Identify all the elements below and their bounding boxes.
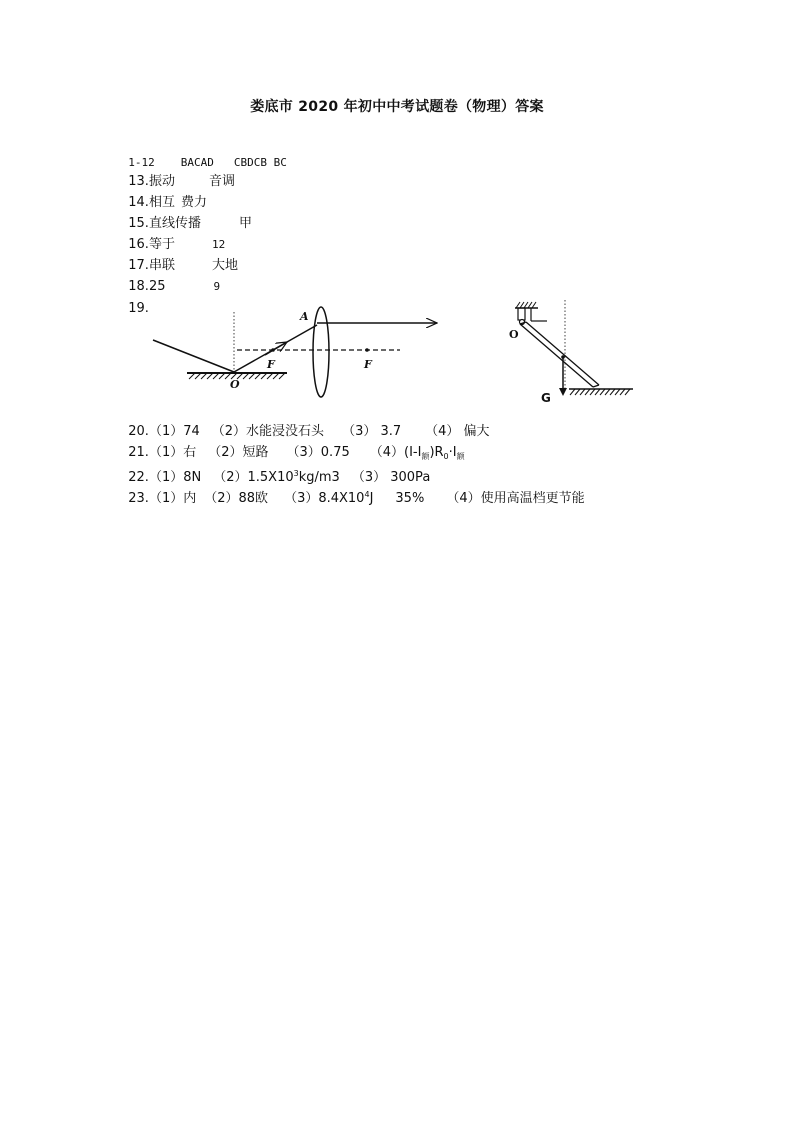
answer-part-1: 25 (148, 279, 166, 294)
answer-part-4: （4） 偏大 (425, 424, 490, 439)
lever-diagram (505, 296, 640, 406)
label-o: O (230, 378, 240, 391)
formula-subscript: 额 (456, 452, 465, 461)
answer-part-3: （3） 3.7 (342, 424, 402, 439)
answer-choices-6-12: CBDCB BC (233, 156, 287, 169)
answer-part-2: 12 (211, 238, 226, 251)
question-number: 1-12 (128, 156, 155, 169)
answer-choices-1-5: BACAD (180, 156, 214, 169)
answer-part-2: 音调 (208, 174, 235, 189)
formula-subscript: 额 (421, 452, 430, 461)
formula-text: （3）8.4X10 (284, 491, 365, 506)
answer-part-1: （1）右 (148, 445, 197, 460)
question-number: 15. (128, 216, 149, 231)
answer-part-3b: 35% (395, 491, 425, 506)
answer-part-2: （2）短路 (208, 445, 269, 460)
formula-text: kg/m3 (298, 470, 340, 485)
label-f-left: F (267, 358, 275, 371)
question-number: 22. (128, 470, 149, 485)
answer-row-23 (120, 468, 585, 508)
question-number: 18. (128, 279, 149, 294)
answer-part-3: （3）0.75 (286, 445, 350, 460)
answer-part-1: 串联 (148, 258, 175, 273)
formula-text: （4）(I-I (369, 445, 422, 460)
answer-part-2: 大地 (211, 258, 238, 273)
label-g: G (541, 391, 551, 405)
lever-rod (520, 324, 593, 387)
question-number: 13. (128, 174, 149, 189)
answer-part-2: 费力 (180, 195, 207, 210)
answer-part-2: 9 (213, 280, 221, 293)
question-number: 23. (128, 491, 149, 506)
convex-lens (313, 307, 329, 397)
question-number: 21. (128, 445, 149, 460)
answer-part-1: 相互 (148, 195, 175, 210)
document-title: 娄底市 2020 年初中中考试题卷（物理）答案 (250, 99, 544, 115)
incident-ray (153, 340, 234, 372)
answer-part-1: 直线传播 (148, 216, 201, 231)
ceiling-support (515, 302, 547, 321)
answer-part-3 (284, 491, 373, 506)
answer-part-1: （1）74 (148, 424, 200, 439)
label-f-right: F (364, 358, 372, 371)
formula-text: )R (429, 445, 444, 460)
question-number: 19. (128, 301, 149, 316)
answer-part-1: 等于 (148, 237, 175, 252)
answer-part-4: （4）使用高温档更节能 (446, 491, 585, 506)
answer-part-3: （3） 300Pa (351, 470, 431, 485)
optics-diagram (145, 300, 455, 402)
ground-surface (569, 389, 633, 395)
formula-text: J (369, 491, 374, 506)
question-number: 16. (128, 237, 149, 252)
formula-subscript: 0 (443, 452, 449, 461)
answer-part-1: 振动 (148, 174, 175, 189)
formula-superscript: 4 (364, 490, 370, 499)
question-number: 17. (128, 258, 149, 273)
answer-part-2: （2）88欧 (204, 491, 269, 506)
label-o: O (509, 328, 519, 341)
answer-part-2: 甲 (238, 216, 252, 231)
question-number: 14. (128, 195, 149, 210)
formula-text: ·I (448, 445, 457, 460)
answer-part-1: （1）8N (148, 470, 202, 485)
formula-text: （2）1.5X10 (213, 470, 294, 485)
formula-superscript: 3 (293, 469, 299, 478)
answer-part-1: （1）内 (148, 491, 197, 506)
answer-part-2: （2）水能浸没石头 (211, 424, 325, 439)
question-number: 20. (128, 424, 149, 439)
label-a: A (300, 310, 309, 323)
